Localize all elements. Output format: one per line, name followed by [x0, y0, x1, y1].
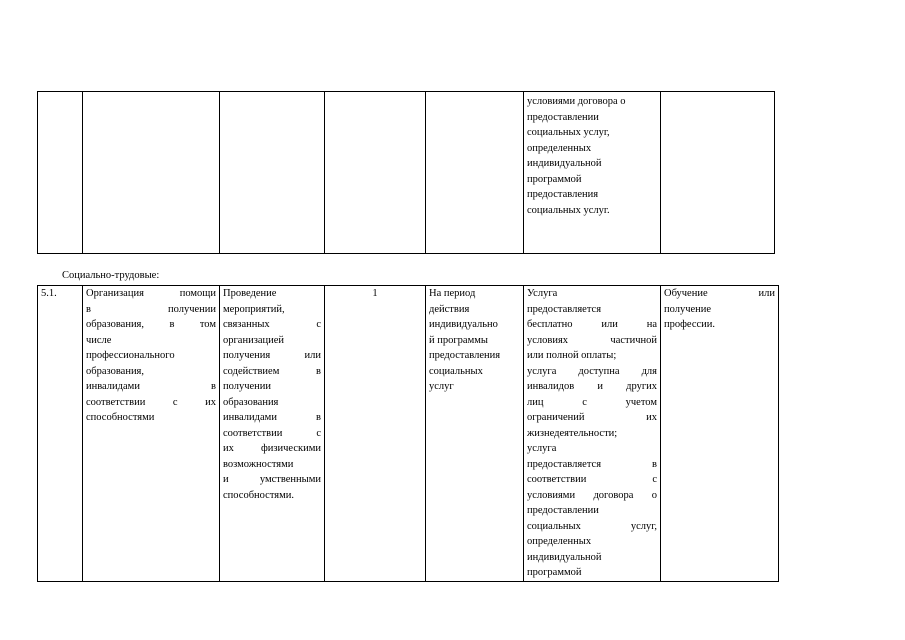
cell-quantity	[325, 286, 426, 582]
text-line: услуг	[429, 381, 454, 392]
text-line: инвалидами в	[86, 381, 216, 392]
text-line: Организация помощи	[86, 288, 216, 299]
continued-services-table	[37, 91, 775, 254]
text-line: действия	[429, 303, 470, 315]
text-line: условиях частичной	[527, 334, 657, 346]
text-line: предоставлении	[527, 505, 599, 516]
text-line: соответствии с их	[86, 396, 216, 408]
cell-period	[426, 286, 524, 582]
text-line: предоставляется в	[527, 458, 657, 470]
text-line: условиями договора о	[527, 96, 626, 107]
cell-number	[38, 286, 83, 582]
text-line: социальных	[429, 365, 483, 377]
cell-number	[38, 92, 83, 254]
text-line: способностями	[86, 412, 155, 423]
cell-conditions	[524, 286, 661, 582]
text-line: предоставляется	[527, 303, 602, 315]
social-labor-services-table	[37, 285, 779, 582]
cell-conditions	[524, 92, 661, 254]
text-line: бесплатно или на	[527, 319, 657, 330]
text-line: мероприятий,	[223, 303, 285, 315]
text-line: жизнедеятельности;	[527, 427, 618, 439]
cell-service-name	[83, 286, 220, 582]
cell-description	[220, 286, 325, 582]
cell-description	[220, 92, 325, 254]
text-line: определенных	[527, 142, 592, 154]
text-line: услуга доступна для	[527, 365, 657, 377]
text-line: предоставлении	[527, 111, 599, 123]
cell-result	[661, 286, 779, 582]
text-line: индивидуально	[429, 319, 498, 330]
text-line: образования	[223, 396, 279, 408]
text-line: образования,	[86, 365, 145, 377]
section-title: Социально-трудовые:	[62, 270, 160, 281]
table-row	[38, 286, 779, 582]
text-line: получение	[664, 303, 712, 315]
text-line: соответствии с	[223, 427, 321, 439]
text-line: лиц с учетом	[527, 396, 657, 408]
cell-result	[661, 92, 775, 254]
cell-period	[426, 92, 524, 254]
text-line: й программы	[429, 334, 488, 346]
text-line: и умственными	[223, 474, 321, 485]
text-line: Проведение	[223, 288, 277, 299]
text-line: социальных услуг.	[527, 204, 610, 216]
text-line: инвалидов и других	[527, 381, 657, 392]
text-line: Обучение или	[664, 288, 775, 299]
text-line: или полной оплаты;	[527, 350, 617, 361]
text-line: в получении	[86, 303, 216, 315]
text-line: содействием в	[223, 365, 321, 377]
text-line: программой	[527, 173, 582, 185]
text-line: Услуга	[527, 288, 558, 299]
text-line: образования, в том	[86, 319, 216, 330]
text-line: предоставления	[429, 350, 501, 361]
quantity-value: 1	[372, 288, 378, 299]
text-line: предоставления	[527, 189, 599, 200]
text-line: инвалидами в	[223, 412, 321, 423]
text-line: профессии.	[664, 319, 716, 330]
cell-quantity	[325, 92, 426, 254]
text-line: получении	[223, 381, 272, 392]
text-line: программой	[527, 567, 582, 578]
text-line: соответствии с	[527, 474, 657, 485]
text-line: способностями.	[223, 489, 295, 501]
text-line: возможностями	[223, 458, 294, 470]
text-line: социальных услуг,	[527, 520, 657, 532]
text-line: услуга	[527, 443, 557, 454]
text-line: профессионального	[86, 350, 175, 361]
text-line: организацией	[223, 334, 285, 346]
text-line: условиями договора о	[527, 489, 657, 501]
text-line: числе	[86, 334, 112, 346]
text-line: На период	[429, 288, 476, 299]
text-line: связанных с	[223, 319, 321, 330]
text-line: социальных услуг,	[527, 127, 610, 138]
text-line: ограничений их	[527, 412, 657, 423]
text-line: их физическими	[223, 443, 321, 454]
text-line: индивидуальной	[527, 551, 602, 563]
cell-service-name	[83, 92, 220, 254]
row-number: 5.1.	[41, 288, 57, 299]
text-line: индивидуальной	[527, 158, 602, 169]
table-row	[38, 92, 775, 254]
text-line: получения или	[223, 350, 321, 361]
text-line: определенных	[527, 536, 592, 547]
